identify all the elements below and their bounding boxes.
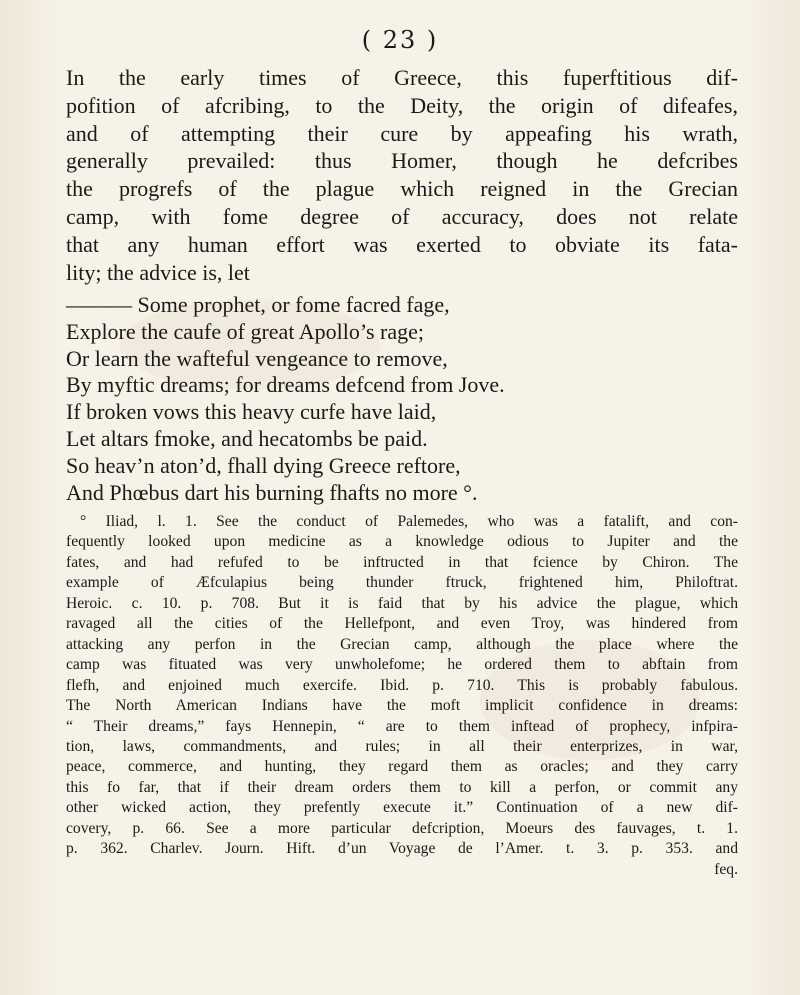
paragraph-line: that any human effort was exerted to obviate its fata- [66,231,738,257]
footnote-line: Heroic. c. 10. p. 708. But it is faid that by his advice the plague, which [66,594,738,612]
footnote-line: peace, commerce, and hunting, they regard them as oracles; and they carry [66,758,738,776]
footnote-block [66,512,738,880]
paragraph-line: pofition of afcribing, to the Deity, the origin of difeafes, [66,92,738,118]
verse-line: Let altars fmoke, and hecatombs be paid. [66,425,428,451]
verse-line: Or learn the wafteful vengeance to remove, [66,345,448,371]
footnote-line: this fo far, that if their dream orders them to kill a perfon, or commit any [66,778,738,796]
verse-line: And Phœbus dart his burning fhafts no more °. [66,479,478,505]
main-paragraph [66,64,738,286]
footnote-line: feq. [714,860,738,878]
verse-line: By myftic dreams; for dreams defcend from Jove. [66,372,505,398]
footnote-line: fequently looked upon medicine as a knowledge odious to Jupiter and the [66,533,738,551]
verse-quotation [66,292,746,506]
verse-line: ——— Some prophet, or fome facred fage, [66,292,450,317]
footnote-line: ravaged all the cities of the Hellefpont, and even Troy, was hindered from [66,615,738,633]
paragraph-line: the progrefs of the plague which reigned in the Grecian [66,176,738,202]
page-number: ( 23 ) [361,26,439,54]
footnote-line: tion, laws, commandments, and rules; in all their enterprizes, in war, [66,737,738,755]
paragraph-line: lity; the advice is, let [66,259,250,285]
footnote-line: other wicked action, they prefently execute it.” Continuation of a new dif- [66,799,738,817]
footnote-line: The North American Indians have the moft implicit confidence in dreams: [66,697,738,715]
verse-line: Explore the caufe of great Apollo’s rage; [66,318,424,344]
verse-line: So heav’n aton’d, fhall dying Greece reftore, [66,452,461,478]
paragraph-line: generally prevailed: thus Homer, though he defcribes [66,148,738,174]
paragraph-line: In the early times of Greece, this fuperftitious dif- [66,65,738,90]
footnote-line: flefh, and enjoined much exercife. Ibid. p. 710. This is probably fabulous. [66,676,738,694]
verse-line: If broken vows this heavy curfe have laid, [66,399,437,425]
footnote-line: camp was fituated was very unwholefome; he ordered them to abftain from [66,656,738,674]
footnote-line: p. 362. Charlev. Journ. Hift. d’un Voyage de l’Amer. t. 3. p. 353. and [66,840,738,858]
footnote-line: covery, p. 66. See a more particular defcription, Moeurs des fauvages, t. 1. [66,819,738,837]
footnote-line: fates, and had refufed to be inftructed in that fcience by Chiron. The [66,553,738,571]
footnote-line: example of Æfculapius being thunder ftruck, frightened him, Philoftrat. [66,574,738,592]
paragraph-line: and of attempting their cure by appeafing his wrath, [66,120,738,146]
footnote-line: ° Iliad, l. 1. See the conduct of Palemedes, who was a fatalift, and con- [80,513,738,530]
footnote-line: “ Their dreams,” fays Hennepin, “ are to them inftead of prophecy, infpira- [66,717,738,735]
paragraph-line: camp, with fome degree of accuracy, does not relate [66,203,738,229]
footnote-line: attacking any perfon in the Grecian camp, although the place where the [66,635,738,653]
